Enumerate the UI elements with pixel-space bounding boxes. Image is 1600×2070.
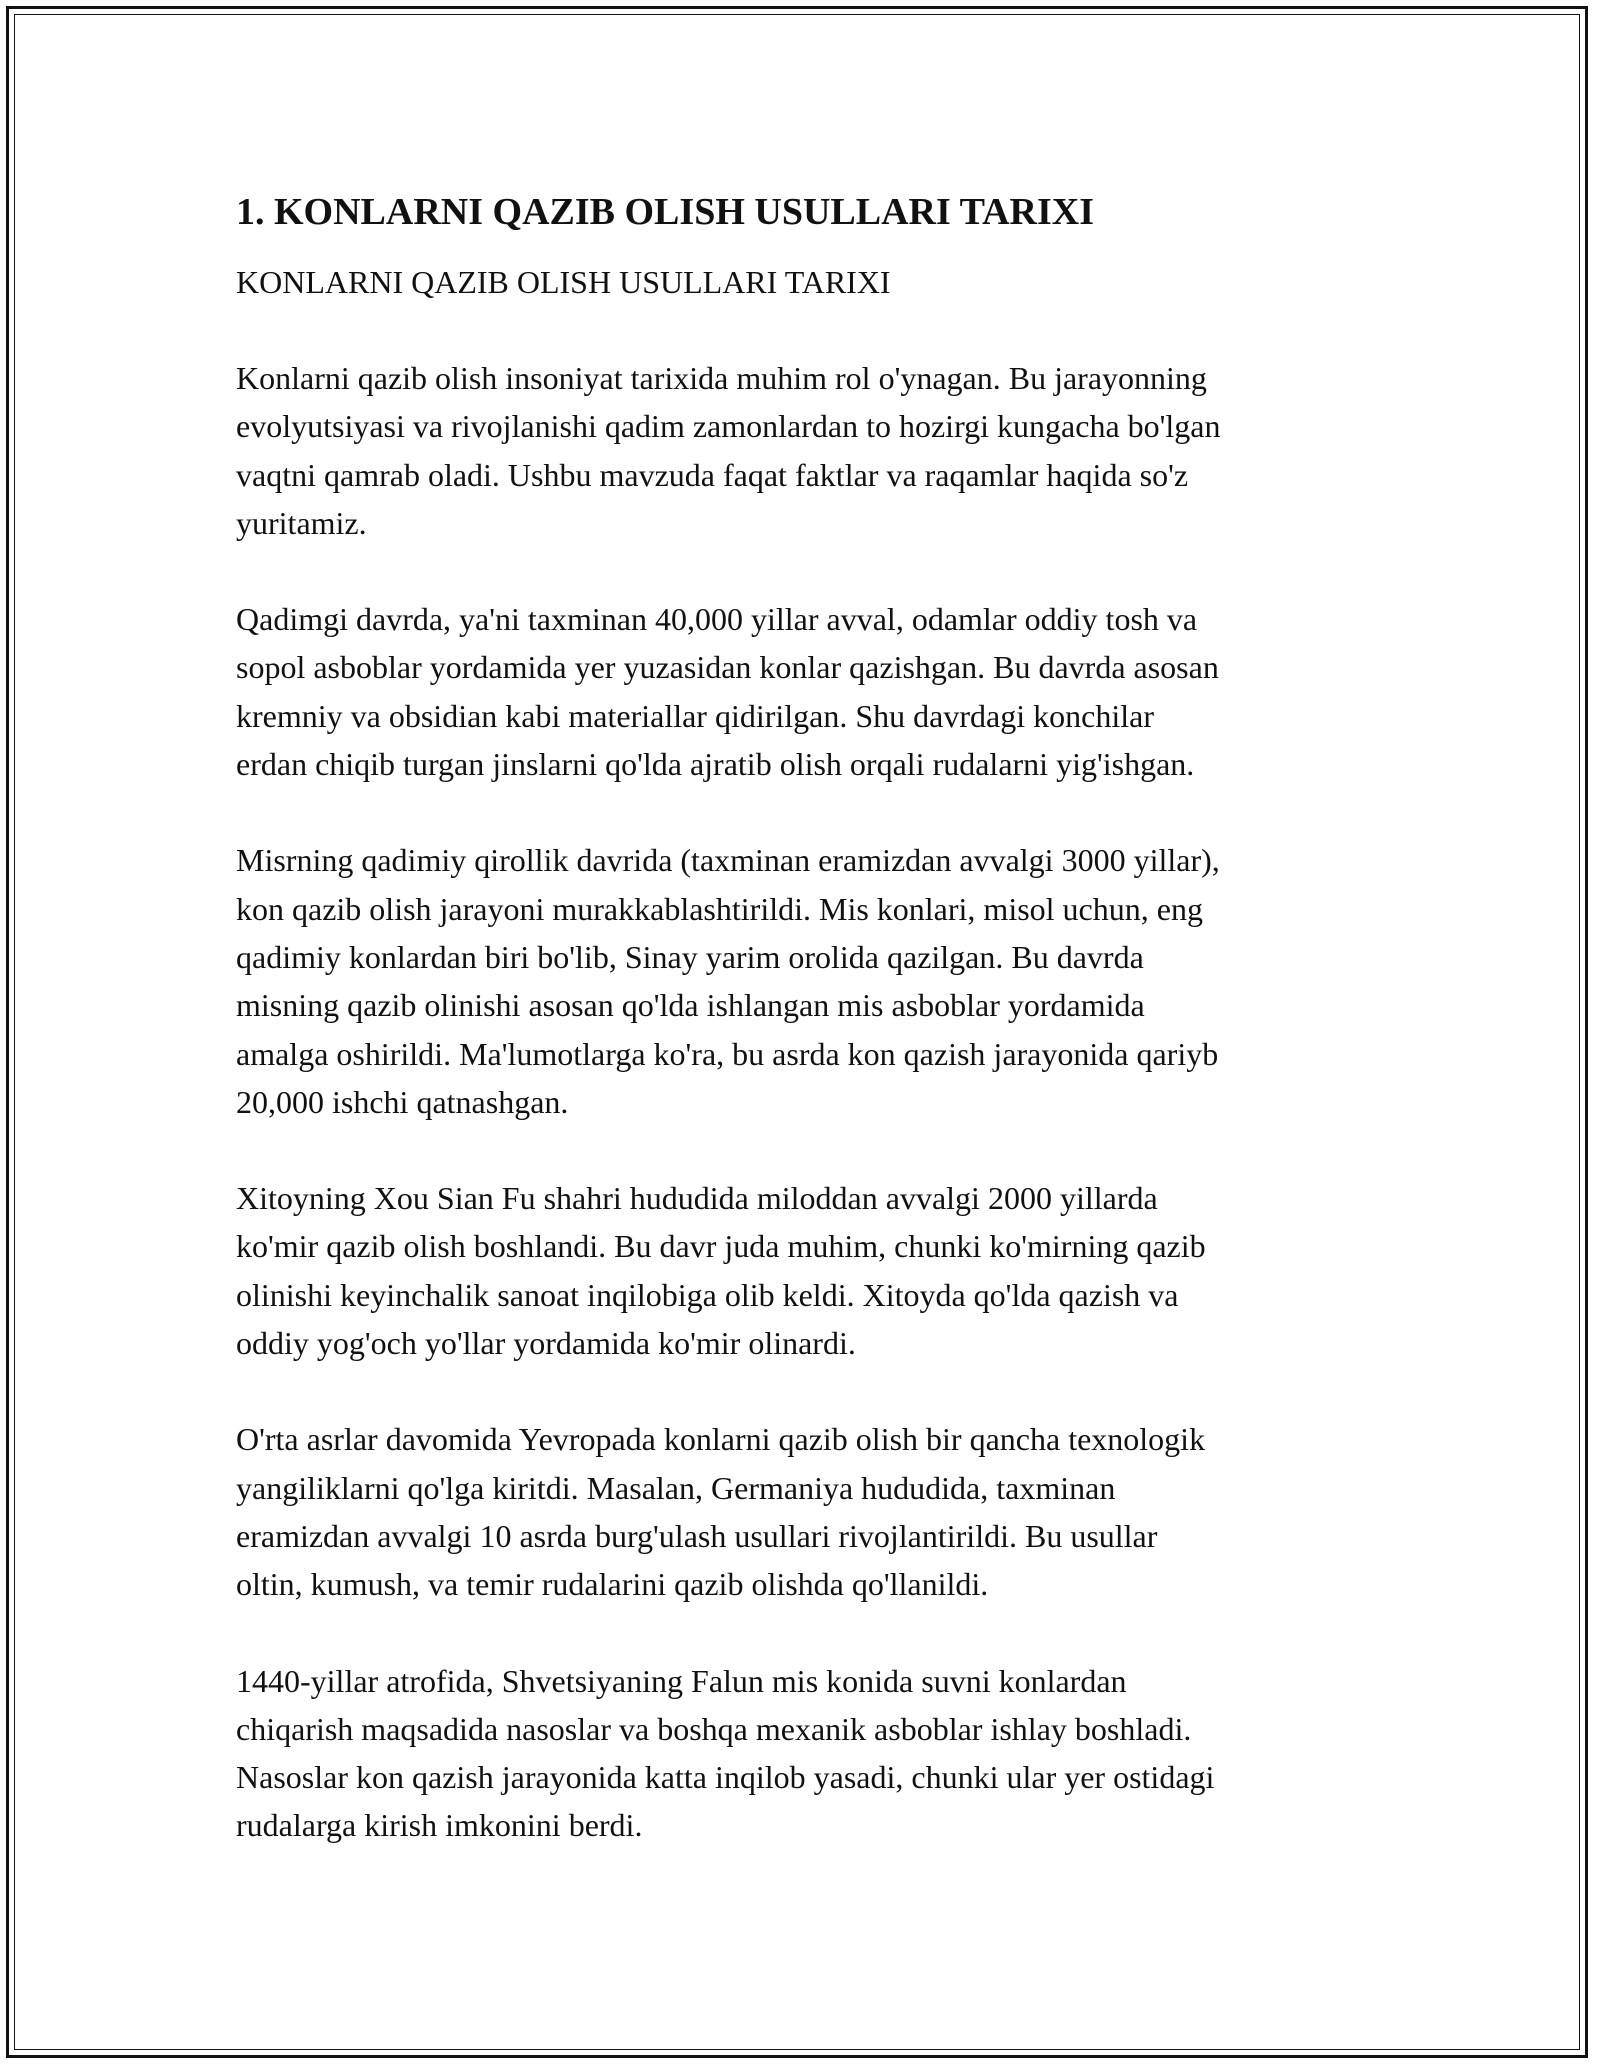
paragraph-line: sopol asboblar yordamida yer yuzasidan konlar qazishgan. Bu davrda asosan <box>236 649 1219 686</box>
paragraph-intro <box>236 354 1376 547</box>
paragraph-line: Misrning qadimiy qirollik davrida (taxminan eramizdan avvalgi 3000 yillar), <box>236 842 1220 879</box>
document-body <box>236 186 1376 1898</box>
paragraph-line: ko'mir qazib olish boshlandi. Bu davr juda muhim, chunki ko'mirning qazib <box>236 1228 1206 1265</box>
paragraph-line: 20,000 ishchi qatnashgan. <box>236 1083 569 1120</box>
paragraph-middle-ages <box>236 1415 1376 1608</box>
paragraph-line: Qadimgi davrda, ya'ni taxminan 40,000 yillar avval, odamlar oddiy tosh va <box>236 601 1198 638</box>
paragraph-line: vaqtni qamrab oladi. Ushbu mavzuda faqat faktlar va raqamlar haqida so'z <box>236 456 1189 493</box>
paragraph-line: rudalarga kirish imkonini berdi. <box>236 1807 643 1844</box>
paragraph-line: oddiy yog'och yo'llar yordamida ko'mir olinardi. <box>236 1325 856 1362</box>
paragraph-line: misning qazib olinishi asosan qo'lda ishlangan mis asboblar yordamida <box>236 987 1145 1024</box>
document-subtitle: KONLARNI QAZIB OLISH USULLARI TARIXI <box>236 264 891 300</box>
paragraph-line: Xitoyning Xou Sian Fu shahri hududida miloddan avvalgi 2000 yillarda <box>236 1180 1158 1217</box>
paragraph-line: evolyutsiyasi va rivojlanishi qadim zamonlardan to hozirgi kungacha bo'lgan <box>236 408 1221 445</box>
paragraph-sweden <box>236 1657 1376 1850</box>
paragraph-line: kon qazib olish jarayoni murakkablashtirildi. Mis konlari, misol uchun, eng <box>236 890 1203 927</box>
paragraph-line: eramizdan avvalgi 10 asrda burg'ulash usullari rivojlantirildi. Bu usullar <box>236 1517 1158 1554</box>
paragraph-line: olinishi keyinchalik sanoat inqilobiga olib keldi. Xitoyda qo'lda qazish va <box>236 1276 1179 1313</box>
paragraph-line: amalga oshirildi. Ma'lumotlarga ko'ra, bu asrda kon qazish jarayonida qariyb <box>236 1035 1219 1072</box>
paragraph-line: erdan chiqib turgan jinslarni qo'lda ajratib olish orqali rudalarni yig'ishgan. <box>236 746 1195 783</box>
paragraph-line: yuritamiz. <box>236 504 367 541</box>
document-heading: 1. KONLARNI QAZIB OLISH USULLARI TARIXI <box>236 191 1095 233</box>
paragraph-line: O'rta asrlar davomida Yevropada konlarni qazib olish bir qancha texnologik <box>236 1421 1206 1458</box>
paragraph-egypt <box>236 836 1376 1126</box>
paragraph-china <box>236 1174 1376 1367</box>
paragraph-ancient-era <box>236 595 1376 788</box>
paragraph-line: kremniy va obsidian kabi materiallar qidirilgan. Shu davrdagi konchilar <box>236 697 1154 734</box>
paragraph-line: chiqarish maqsadida nasoslar va boshqa mexanik asboblar ishlay boshladi. <box>236 1710 1192 1747</box>
paragraph-line: yangiliklarni qo'lga kiritdi. Masalan, Germaniya hududida, taxminan <box>236 1469 1116 1506</box>
paragraph-line: Konlarni qazib olish insoniyat tarixida muhim rol o'ynagan. Bu jarayonning <box>236 360 1207 396</box>
paragraph-line: qadimiy konlardan biri bo'lib, Sinay yarim orolida qazilgan. Bu davrda <box>236 938 1144 975</box>
paragraph-line: Nasoslar kon qazish jarayonida katta inqilob yasadi, chunki ular yer ostidagi <box>236 1759 1215 1796</box>
paragraph-line: 1440-yillar atrofida, Shvetsiyaning Falun mis konida suvni konlardan <box>236 1662 1127 1699</box>
paragraph-line: oltin, kumush, va temir rudalarini qazib olishda qo'llanildi. <box>236 1566 989 1603</box>
